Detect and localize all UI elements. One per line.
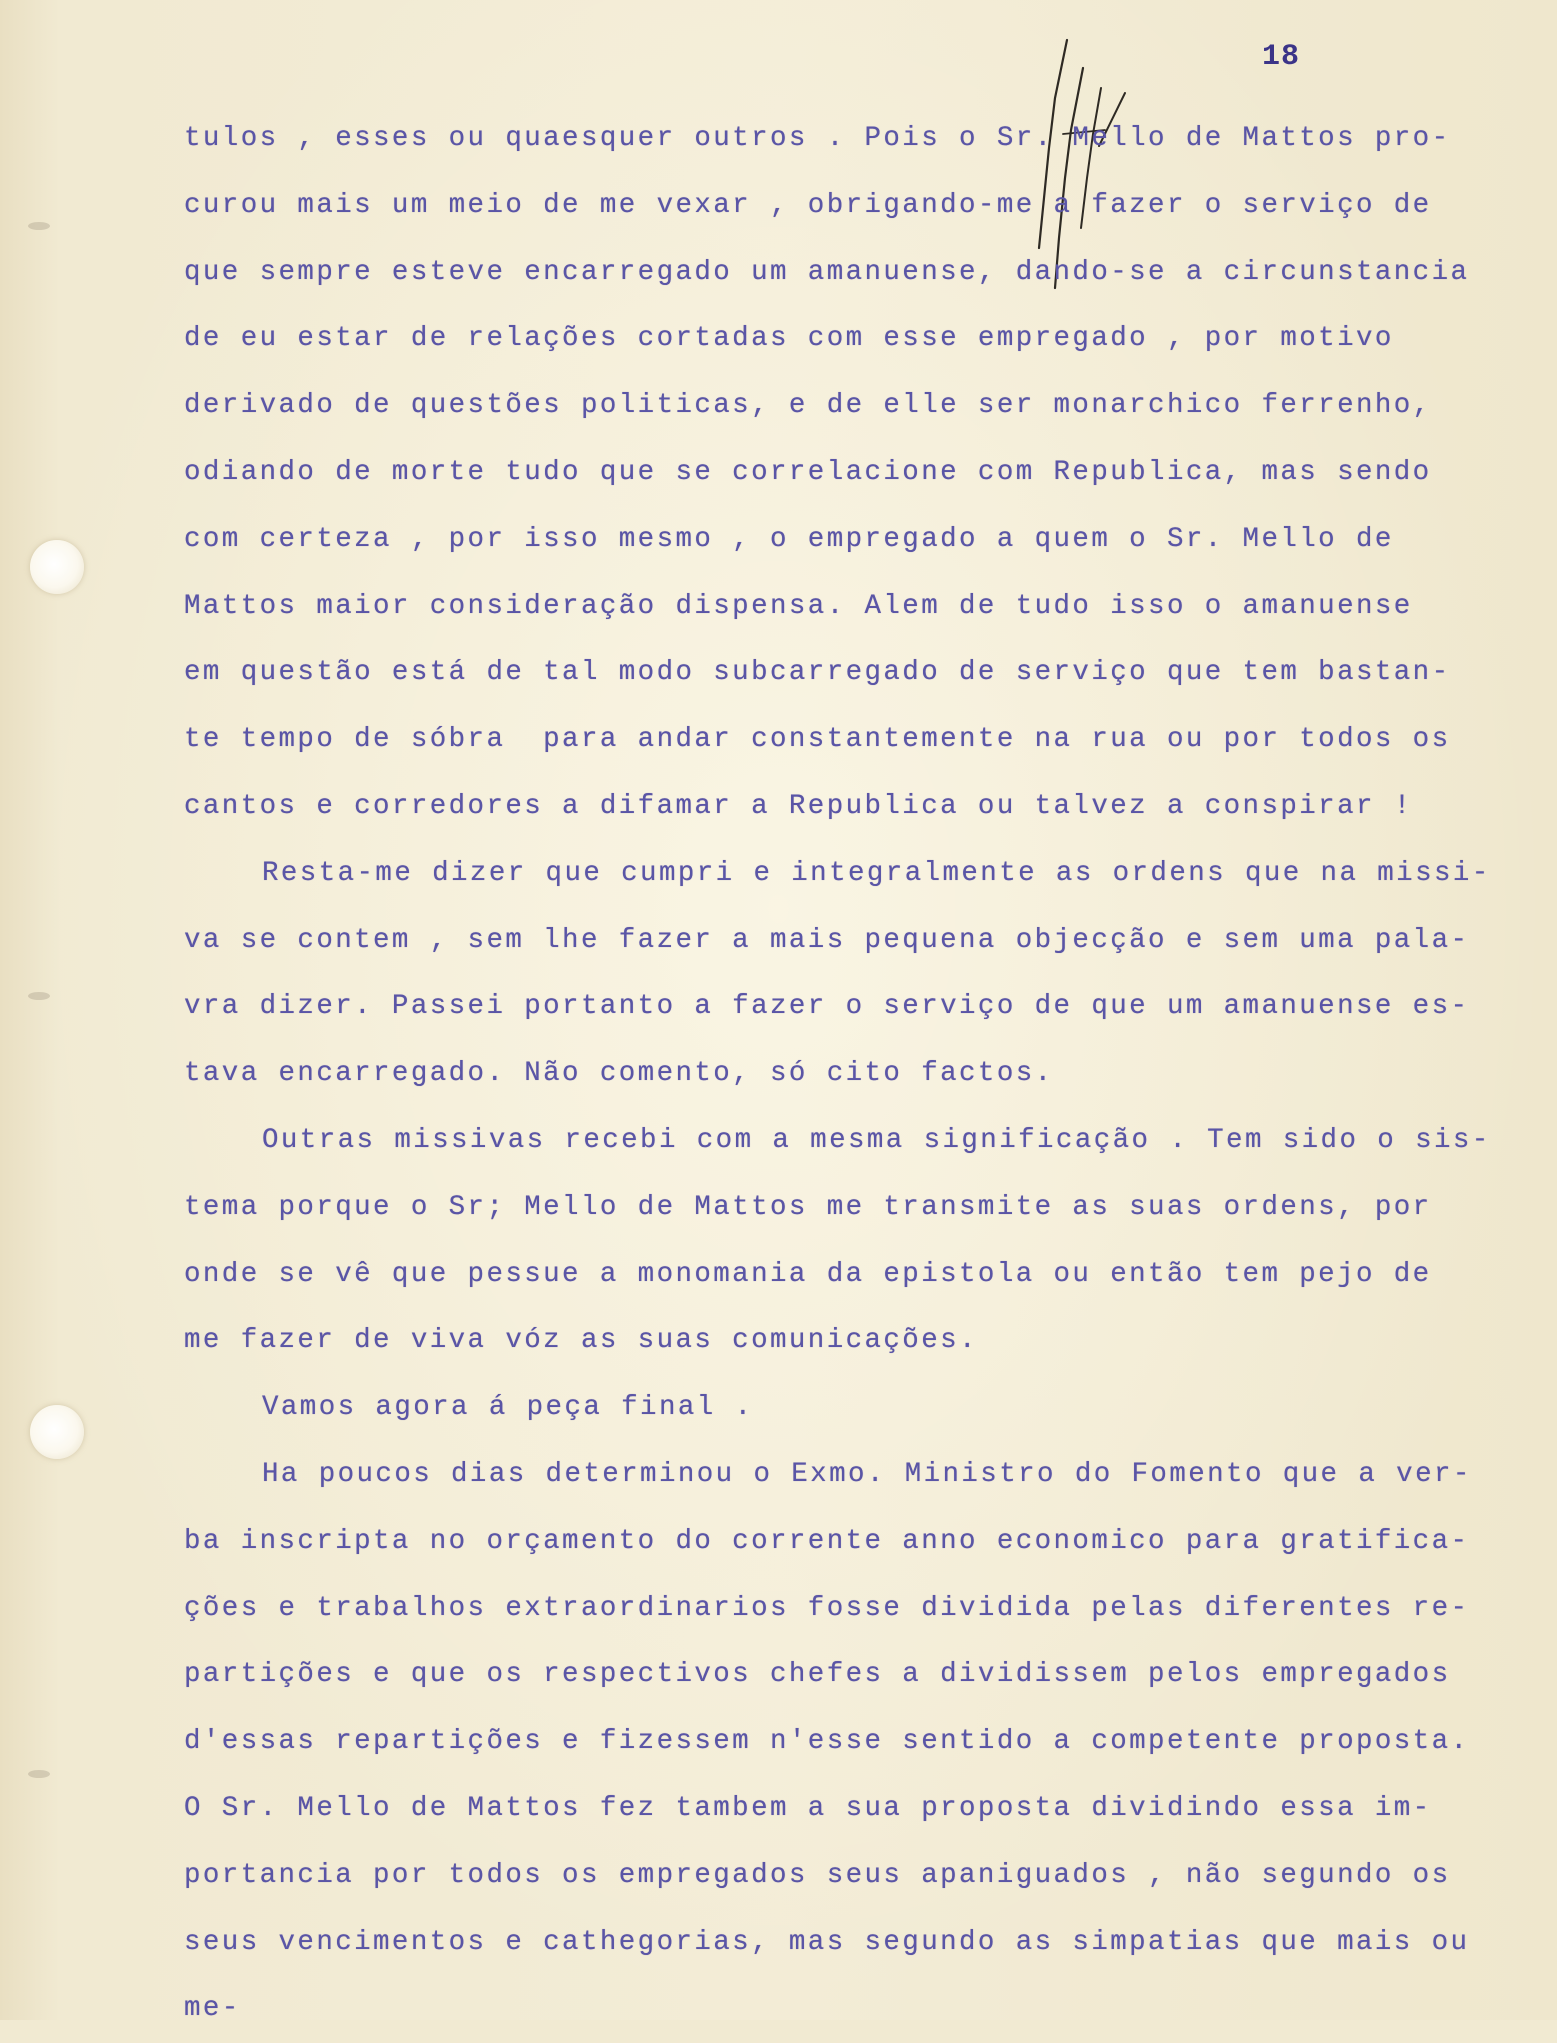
edge-mark xyxy=(28,992,50,1000)
page-number: 18 xyxy=(1262,40,1301,74)
punch-hole-bottom xyxy=(30,1405,84,1459)
text-line: Mattos maior consideração dispensa. Alem de tudo isso o amanuense xyxy=(184,590,1413,622)
text-line: derivado de questões politicas, e de elle ser monarchico ferrenho, xyxy=(184,390,1432,422)
text-line: portancia por todos os empregados seus apaniguados , não segundo os xyxy=(184,1859,1451,1891)
text-line: em questão está de tal modo subcarregado de serviço que tem bastan- xyxy=(184,657,1451,689)
text-line: me- xyxy=(184,1993,241,2025)
text-line: tava encarregado. Não comento, só cito factos. xyxy=(184,1058,1054,1090)
text-line: cantos e corredores a difamar a Republica ou talvez a conspirar ! xyxy=(184,790,1413,822)
typed-letter-body xyxy=(184,106,1554,2043)
text-line: d'essas repartições e fizessem n'esse sentido a competente proposta. xyxy=(184,1726,1470,1758)
punch-hole-top xyxy=(30,540,84,594)
text-line: seus vencimentos e cathegorias, mas segundo as simpatias que mais ou xyxy=(184,1926,1470,1958)
text-line: Resta-me dizer que cumpri e integralmente as ordens que na missi- xyxy=(262,857,1491,889)
text-line: ções e trabalhos extraordinarios fosse dividida pelas diferentes re- xyxy=(184,1592,1470,1624)
text-line: onde se vê que pessue a monomania da epistola ou então tem pejo de xyxy=(184,1258,1432,1290)
text-line: tema porque o Sr; Mello de Mattos me transmite as suas ordens, por xyxy=(184,1191,1432,1223)
edge-mark xyxy=(28,1770,50,1778)
text-line: tulos , esses ou quaesquer outros . Pois o Sr. Mello de Mattos pro- xyxy=(184,123,1451,154)
text-line: vra dizer. Passei portanto a fazer o serviço de que um amanuense es- xyxy=(184,991,1470,1023)
text-line: com certeza , por isso mesmo , o empregado a quem o Sr. Mello de xyxy=(184,523,1394,555)
text-line: partições e que os respectivos chefes a dividissem pelos empregados xyxy=(184,1659,1451,1691)
text-line: odiando de morte tudo que se correlacione com Republica, mas sendo xyxy=(184,456,1432,488)
text-line: que sempre esteve encarregado um amanuense, dando-se a circunstancia xyxy=(184,256,1470,288)
text-line: va se contem , sem lhe fazer a mais pequena objecção e sem uma pala- xyxy=(184,924,1470,956)
text-line: de eu estar de relações cortadas com esse empregado , por motivo xyxy=(184,323,1394,355)
text-line: te tempo de sóbra para andar constantemente na rua ou por todos os xyxy=(184,724,1451,756)
edge-mark xyxy=(28,222,50,230)
text-line: me fazer de viva vóz as suas comunicações. xyxy=(184,1325,978,1357)
text-line: O Sr. Mello de Mattos fez tambem a sua proposta dividindo essa im- xyxy=(184,1792,1432,1824)
text-line: ba inscripta no orçamento do corrente anno economico para gratifica- xyxy=(184,1525,1470,1557)
text-line: Vamos agora á peça final . xyxy=(262,1392,754,1424)
text-line: Ha poucos dias determinou o Exmo. Ministro do Fomento que a ver- xyxy=(262,1458,1472,1490)
text-line: curou mais um meio de me vexar , obrigando-me a fazer o serviço de xyxy=(184,189,1432,221)
text-line: Outras missivas recebi com a mesma significação . Tem sido o sis- xyxy=(262,1124,1491,1156)
